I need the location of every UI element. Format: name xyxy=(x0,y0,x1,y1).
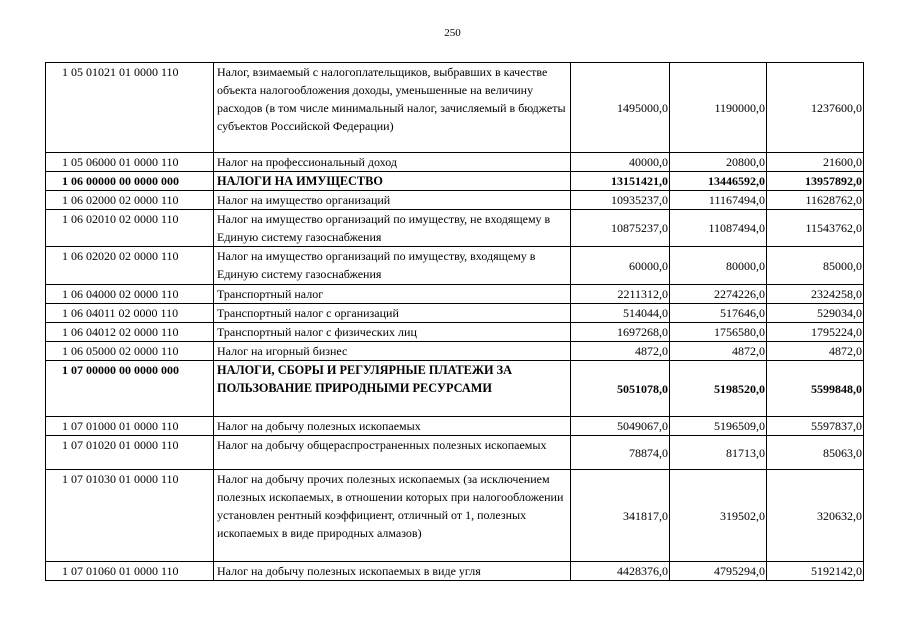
amount-cell-year-3: 1237600,0 xyxy=(767,63,864,153)
code-cell: 1 06 04012 02 0000 110 xyxy=(46,323,214,342)
name-cell: Налог, взимаемый с налогоплательщиков, выбравших в качестве объекта налогообложения доходы, уменьшенные на величину расходов (в том числе минимальный налог, зачисляемый в бюджеты субъектов Российской Федерации) xyxy=(214,63,571,153)
amount-cell-year-2: 4872,0 xyxy=(670,342,767,361)
amount-cell-year-3: 1795224,0 xyxy=(767,323,864,342)
name-cell: Налог на игорный бизнес xyxy=(214,342,571,361)
table-row xyxy=(46,323,864,342)
amount-cell-year-1: 514044,0 xyxy=(571,304,670,323)
table-row xyxy=(46,191,864,210)
code-cell: 1 06 05000 02 0000 110 xyxy=(46,342,214,361)
name-cell: Налог на профессиональный доход xyxy=(214,153,571,172)
name-cell: Транспортный налог с физических лиц xyxy=(214,323,571,342)
name-cell: Налог на имущество организаций xyxy=(214,191,571,210)
table-row xyxy=(46,153,864,172)
code-cell: 1 06 04000 02 0000 110 xyxy=(46,285,214,304)
code-cell: 1 07 00000 00 0000 000 xyxy=(46,361,214,417)
name-cell: Налог на добычу полезных ископаемых в виде угля xyxy=(214,562,571,581)
amount-cell-year-1: 10875237,0 xyxy=(571,210,670,247)
amount-cell-year-3: 5192142,0 xyxy=(767,562,864,581)
code-cell: 1 07 01060 01 0000 110 xyxy=(46,562,214,581)
code-cell: 1 07 01000 01 0000 110 xyxy=(46,417,214,436)
amount-cell-year-2: 2274226,0 xyxy=(670,285,767,304)
code-cell: 1 06 02000 02 0000 110 xyxy=(46,191,214,210)
code-cell: 1 06 02020 02 0000 110 xyxy=(46,247,214,285)
table-row xyxy=(46,285,864,304)
amount-cell-year-2: 4795294,0 xyxy=(670,562,767,581)
amount-cell-year-1: 1697268,0 xyxy=(571,323,670,342)
amount-cell-year-1: 5049067,0 xyxy=(571,417,670,436)
name-cell: НАЛОГИ НА ИМУЩЕСТВО xyxy=(214,172,571,191)
table-row-section xyxy=(46,172,864,191)
amount-cell-year-3: 11628762,0 xyxy=(767,191,864,210)
amount-cell-year-1: 4872,0 xyxy=(571,342,670,361)
name-cell: Транспортный налог xyxy=(214,285,571,304)
amount-cell-year-3: 5597837,0 xyxy=(767,417,864,436)
code-cell: 1 07 01030 01 0000 110 xyxy=(46,470,214,562)
amount-cell-year-3: 85063,0 xyxy=(767,436,864,470)
name-cell: Налог на имущество организаций по имуществу, входящему в Единую систему газоснабжения xyxy=(214,247,571,285)
amount-cell-year-2: 5196509,0 xyxy=(670,417,767,436)
table-body xyxy=(46,63,864,581)
revenue-table xyxy=(45,62,864,581)
amount-cell-year-3: 21600,0 xyxy=(767,153,864,172)
name-cell: Транспортный налог с организаций xyxy=(214,304,571,323)
table-row xyxy=(46,342,864,361)
amount-cell-year-2: 81713,0 xyxy=(670,436,767,470)
table-row xyxy=(46,210,864,247)
table-row xyxy=(46,304,864,323)
amount-cell-year-1: 13151421,0 xyxy=(571,172,670,191)
table-row xyxy=(46,417,864,436)
table-row-section xyxy=(46,361,864,417)
page-number: 250 xyxy=(444,27,461,39)
code-cell: 1 06 00000 00 0000 000 xyxy=(46,172,214,191)
amount-cell-year-2: 20800,0 xyxy=(670,153,767,172)
amount-cell-year-1: 60000,0 xyxy=(571,247,670,285)
table-row xyxy=(46,470,864,562)
amount-cell-year-3: 13957892,0 xyxy=(767,172,864,191)
amount-cell-year-2: 11087494,0 xyxy=(670,210,767,247)
table-row xyxy=(46,247,864,285)
name-cell: НАЛОГИ, СБОРЫ И РЕГУЛЯРНЫЕ ПЛАТЕЖИ ЗА ПОЛЬЗОВАНИЕ ПРИРОДНЫМИ РЕСУРСАМИ xyxy=(214,361,571,417)
code-cell: 1 07 01020 01 0000 110 xyxy=(46,436,214,470)
amount-cell-year-3: 2324258,0 xyxy=(767,285,864,304)
table-row xyxy=(46,63,864,153)
name-cell: Налог на добычу общераспространенных полезных ископаемых xyxy=(214,436,571,470)
amount-cell-year-1: 1495000,0 xyxy=(571,63,670,153)
table-row xyxy=(46,562,864,581)
amount-cell-year-3: 11543762,0 xyxy=(767,210,864,247)
table-row xyxy=(46,436,864,470)
amount-cell-year-2: 11167494,0 xyxy=(670,191,767,210)
amount-cell-year-3: 529034,0 xyxy=(767,304,864,323)
amount-cell-year-3: 320632,0 xyxy=(767,470,864,562)
amount-cell-year-2: 13446592,0 xyxy=(670,172,767,191)
amount-cell-year-1: 10935237,0 xyxy=(571,191,670,210)
name-cell: Налог на добычу прочих полезных ископаемых (за исключением полезных ископаемых, в отношении которых при налогообложении установлен рентный коэффициент, отличный от 1, полезных ископаемых в виде природных алмазов) xyxy=(214,470,571,562)
amount-cell-year-3: 85000,0 xyxy=(767,247,864,285)
code-cell: 1 06 04011 02 0000 110 xyxy=(46,304,214,323)
name-cell: Налог на добычу полезных ископаемых xyxy=(214,417,571,436)
code-cell: 1 05 01021 01 0000 110 xyxy=(46,63,214,153)
amount-cell-year-1: 4428376,0 xyxy=(571,562,670,581)
name-cell: Налог на имущество организаций по имуществу, не входящему в Единую систему газоснабжения xyxy=(214,210,571,247)
amount-cell-year-2: 1190000,0 xyxy=(670,63,767,153)
amount-cell-year-3: 5599848,0 xyxy=(767,361,864,417)
amount-cell-year-1: 40000,0 xyxy=(571,153,670,172)
amount-cell-year-2: 517646,0 xyxy=(670,304,767,323)
amount-cell-year-3: 4872,0 xyxy=(767,342,864,361)
amount-cell-year-1: 78874,0 xyxy=(571,436,670,470)
amount-cell-year-2: 5198520,0 xyxy=(670,361,767,417)
amount-cell-year-1: 5051078,0 xyxy=(571,361,670,417)
code-cell: 1 06 02010 02 0000 110 xyxy=(46,210,214,247)
amount-cell-year-2: 319502,0 xyxy=(670,470,767,562)
amount-cell-year-1: 341817,0 xyxy=(571,470,670,562)
code-cell: 1 05 06000 01 0000 110 xyxy=(46,153,214,172)
amount-cell-year-2: 1756580,0 xyxy=(670,323,767,342)
amount-cell-year-2: 80000,0 xyxy=(670,247,767,285)
amount-cell-year-1: 2211312,0 xyxy=(571,285,670,304)
